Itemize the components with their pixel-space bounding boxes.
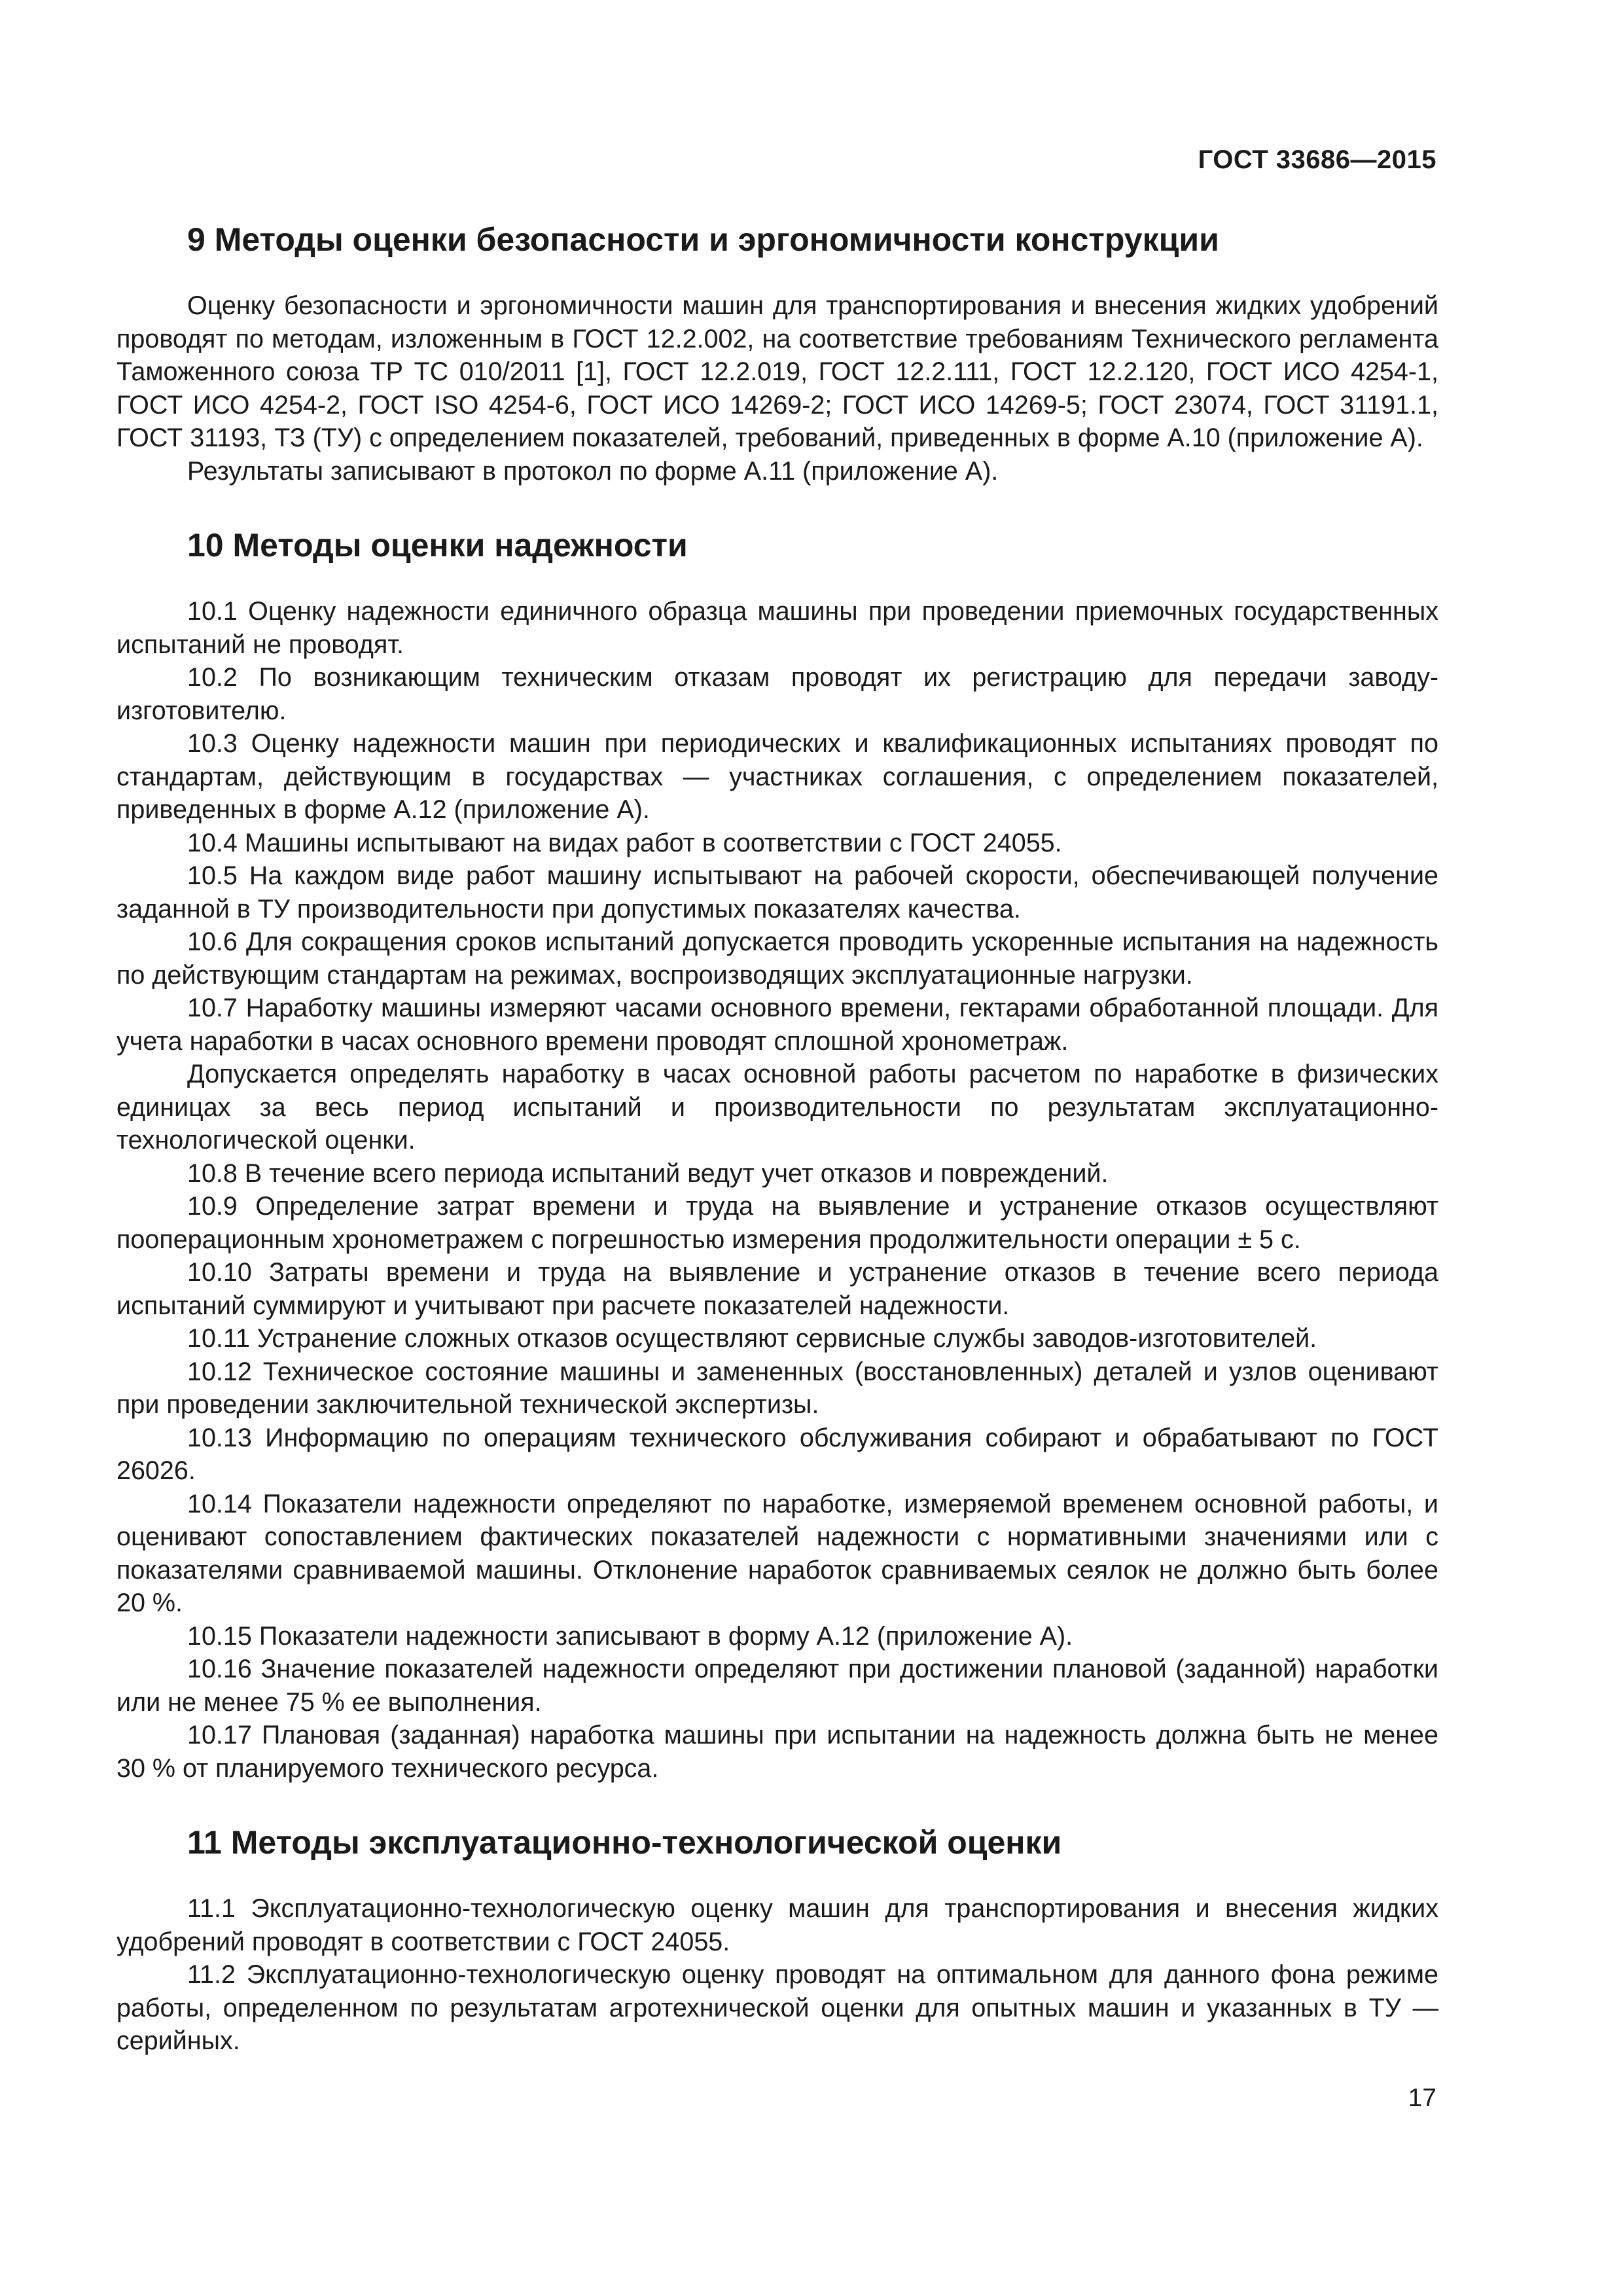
section-10-title: 10 Методы оценки надежности xyxy=(187,527,688,564)
section-10-paragraph: 10.2 По возникающим техническим отказам проводят их регистрацию для передачи заводу-изготовителю. xyxy=(116,663,1438,725)
document-id-header: ГОСТ 33686—2015 xyxy=(1198,145,1436,174)
section-10-paragraph: 10.9 Определение затрат времени и труда на выявление и устранение отказов осуществляют пооперационным хронометражем с погрешностью измерения продолжительности операции ± 5 с. xyxy=(116,1192,1438,1254)
section-10-paragraph: 10.11 Устранение сложных отказов осуществляют сервисные службы заводов-изготовителей. xyxy=(187,1324,1317,1353)
section-10-paragraph: 10.1 Оценку надежности единичного образца машины при проведении приемочных государственных испытаний не проводят. xyxy=(116,597,1438,659)
section-11-paragraph: 11.2 Эксплуатационно-технологическую оценку проводят на оптимальном для данного фона режиме работы, определенном по результатам агротехнической оценки для опытных машин и указанных в ТУ — серийных. xyxy=(116,1960,1438,2055)
section-10-paragraph: 10.3 Оценку надежности машин при периодических и квалификационных испытаниях проводят по стандартам, действующим в государствах — участниках соглашения, с определением показателей, приведенных в форме А.12 (приложение А). xyxy=(116,729,1438,824)
section-9-paragraph: Результаты записывают в протокол по форме А.11 (приложение А). xyxy=(187,456,999,486)
section-9-title: 9 Методы оценки безопасности и эргономичности конструкции xyxy=(187,221,1219,258)
section-10-paragraph: 10.15 Показатели надежности записывают в форму А.12 (приложение А). xyxy=(187,1621,1073,1651)
section-11-title: 11 Методы эксплуатационно-технологической оценки xyxy=(187,1824,1062,1861)
section-10-paragraph: 10.14 Показатели надежности определяют по наработке, измеряемой временем основной работы, и оценивают сопоставлением фактических показателей надежности с нормативными значениями или с показателями сравниваемой машины. Отклонение наработок сравниваемых сеялок не должно быть более 20 %. xyxy=(116,1489,1438,1617)
section-10-paragraph: 10.17 Плановая (заданная) наработка машины при испытании на надежность должна быть не менее 30 % от планируемого технического ресурса. xyxy=(116,1721,1438,1783)
page-number: 17 xyxy=(1408,2084,1436,2112)
section-10-paragraph: 10.10 Затраты времени и труда на выявление и устранение отказов в течение всего периода испытаний суммируют и учитывают при расчете показателей надежности. xyxy=(116,1258,1438,1320)
section-10-paragraph: 10.16 Значение показателей надежности определяют при достижении плановой (заданной) наработки или не менее 75 % ее выполнения. xyxy=(116,1655,1438,1717)
section-10-paragraph: 10.4 Машины испытывают на видах работ в соответствии с ГОСТ 24055. xyxy=(187,828,1062,857)
section-10-paragraph: 10.7 Наработку машины измеряют часами основного времени, гектарами обработанной площади. Для учета наработки в часах основного времени проводят сплошной хронометраж. xyxy=(116,994,1438,1056)
section-10-paragraph: 10.13 Информацию по операциям технического обслуживания собирают и обрабатывают по ГОСТ 26026. xyxy=(116,1423,1438,1485)
section-10-paragraph: 10.5 На каждом виде работ машину испытывают на рабочей скорости, обеспечивающей получение заданной в ТУ производительности при допустимых показателях качества. xyxy=(116,861,1438,924)
section-10-paragraph: 10.8 В течение всего периода испытаний ведут учет отказов и повреждений. xyxy=(187,1158,1109,1188)
section-10-paragraph: 10.12 Техническое состояние машины и замененных (восстановленных) деталей и узлов оценивают при проведении заключительной технической экспертизы. xyxy=(116,1357,1438,1419)
section-11-paragraph: 11.1 Эксплуатационно-технологическую оценку машин для транспортирования и внесения жидких удобрений проводят в соответствии с ГОСТ 24055. xyxy=(116,1894,1438,1956)
section-9-paragraph: Оценку безопасности и эргономичности машин для транспортирования и внесения жидких удобрений проводят по методам, изложенным в ГОСТ 12.2.002, на соответствие требованиям Технического регламента Таможенного союза ТР ТС 010/2011 [1], ГОСТ 12.2.019, ГОСТ 12.2.111, ГОСТ 12.2.120, ГОСТ ИСО 4254-1, ГОСТ ИСО 4254-2, ГОСТ ISO 4254-6, ГОСТ ИСО 14269-2; ГОСТ ИСО 14269-5; ГОСТ 23074, ГОСТ 31191.1, ГОСТ 31193, ТЗ (ТУ) с определением показателей, требований, приведенных в форме А.10 (приложение А). xyxy=(116,291,1438,452)
section-10-paragraph: Допускается определять наработку в часах основной работы расчетом по наработке в физических единицах за весь период испытаний и производительности по результатам эксплуатационно-технологической оценки. xyxy=(116,1060,1438,1155)
page-content xyxy=(116,220,1438,2058)
section-10-paragraph: 10.6 Для сокращения сроков испытаний допускается проводить ускоренные испытания на надежность по действующим стандартам на режимах, воспроизводящих эксплуатационные нагрузки. xyxy=(116,927,1438,990)
